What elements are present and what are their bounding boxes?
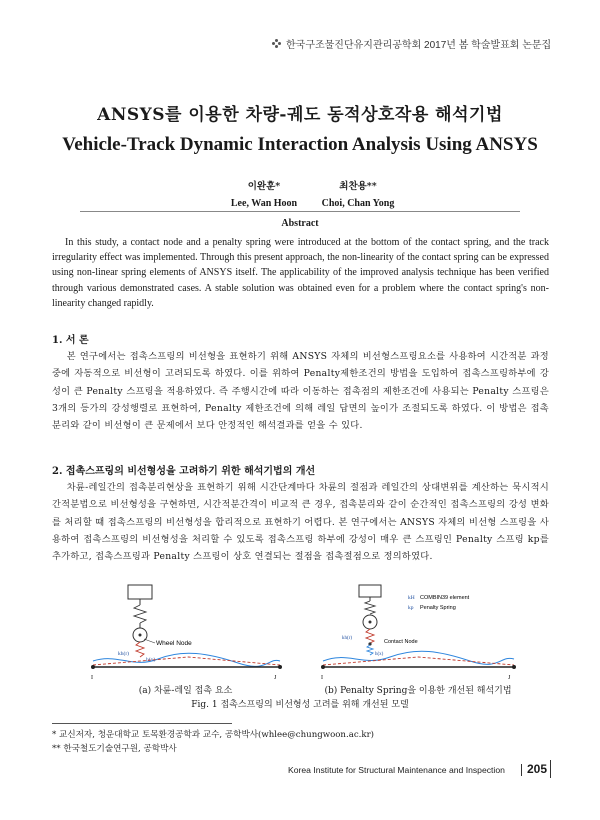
figure-b — [318, 583, 518, 681]
vehicle-mass-block — [128, 585, 152, 599]
section-2-heading: 2. 접촉스프링의 비선형성을 고려하기 위한 해석기법의 개선 — [52, 466, 316, 477]
kh-label: kH — [408, 595, 415, 601]
abstract-top-rule — [80, 211, 520, 212]
suspension-spring — [365, 601, 375, 614]
footer-bar — [550, 760, 551, 778]
title-english: Vehicle-Track Dynamic Interaction Analysis Using ANSYS — [62, 134, 538, 155]
contact-node-label: Contact Node — [384, 639, 418, 645]
running-header — [272, 36, 551, 51]
footnote-rule — [52, 723, 232, 724]
abstract-body: In this study, a contact node and a penalty spring were introduced at the bottom of the contact spring, and the track irregularity effect was implemented. Through this present approach, the non-linearity of the contact spring can be expressed using non-linear spring elements of ANSYS itself. The applicability of the improved analysis technique has been verified through various demonstrated cases. A stable solution was obtained even for a problem where the contact spring's non-linearity changed rapidly. — [52, 237, 549, 309]
author-1 — [216, 178, 312, 209]
section-1-body: 본 연구에서는 접촉스프링의 비선형을 표현하기 위해 ANSYS 자체의 비선형스프링요소를 사용하여 시간적분 과정 중에 자동적으로 비선형이 고려되도록 하였다. 이를 위하여 Penalty제한조건의 방법을 도입하여 접촉스프링하부에 강성이 큰 Penalty 스프링을 적용하였다. 즉 주행시간에 따라 이동하는 접촉점의 제한조건에 사용되는 Penalty 스프링은 3개의 등가의 강성행렬로 표현하여, Penalty 제한조건에 의해 레일 답면의 높이가 조절되도록 하였다. 이 방법은 접촉분리와 같이 비선형이 큰 문제에서 보다 안정적인 해석결과를 얻을 수 있다. — [52, 351, 549, 432]
figure-caption: Fig. 1 접촉스프링의 비선형성 고려를 위해 개선된 모델 — [191, 700, 409, 710]
footer-separator — [521, 764, 522, 776]
irregularity-label: h(x) — [146, 657, 156, 663]
author-2-english: Choi, Chan Yong — [321, 198, 395, 209]
penalty-label: Penalty Spring — [420, 605, 456, 611]
proceedings-title: 한국구조물진단유지관리공학회 2017년 봄 학술발표회 논문집 — [286, 40, 552, 51]
dotted-diamond-icon — [272, 39, 282, 49]
author-1-korean: 이완훈* — [247, 181, 281, 192]
contact-spring-label: kh(r) — [342, 636, 352, 641]
wheel-rail-contact-diagram — [88, 583, 283, 681]
title-korean: ANSYS를 이용한 차량-궤도 동적상호작용 해석기법 — [97, 105, 503, 125]
rail-deflection-line — [93, 657, 280, 665]
abstract-heading: Abstract — [281, 218, 319, 229]
section-1-heading: 1. 서 론 — [52, 335, 89, 346]
contact-spring — [366, 629, 374, 643]
contact-spring-label: kh(r) — [118, 651, 129, 657]
author-2 — [306, 178, 410, 209]
author-1-english: Lee, Wan Hoon — [230, 198, 298, 209]
contact-spring — [136, 642, 144, 657]
author-2-korean: 최찬용** — [339, 181, 377, 192]
page-number: 205 — [527, 762, 548, 776]
penalty-spring — [367, 645, 373, 655]
footnote-2: ** 한국철도기술연구원, 공학박사 — [52, 744, 177, 754]
figure-b-caption: (b) Penalty Spring을 이용한 개선된 해석기법 — [324, 686, 512, 696]
wheel-node-label: Wheel Node — [156, 640, 192, 647]
vehicle-mass-block — [359, 585, 381, 597]
kp-label: kp — [408, 605, 414, 611]
node-i-label: I — [91, 675, 93, 681]
suspension-spring — [134, 605, 146, 623]
figure-a-caption: (a) 차륜-레일 접촉 요소 — [138, 686, 233, 696]
section-2-body: 차륜-레일간의 접촉분리현상을 표현하기 위해 시간단계마다 차륜의 절점과 레일간의 상대변위를 계산하는 묵시적시간적분법으로 비선형성을 구현하면, 시간적분간격이 비교적 큰 경우, 접촉분리와 같이 순간적인 접촉스프링의 강성 변화를 처리할 때 접촉스프링의 비선형성을 합리적으로 표현하기 어렵다. 본 연구에서는 ANSYS 자체의 비선형 스프링을 사용하여 접촉스프링의 비선형성을 처리할 수 있도록 접촉스프링 하부에 강성이 매우 큰 스프링인 Penalty 스프링 kp를 추가하고, 접촉스프링과 Penalty 스프링이 상호 연결되는 절점을 접촉절점으로 정의하였다. — [52, 482, 549, 563]
footnote-1: * 교신저자, 청운대학교 토목환경공학과 교수, 공학박사(whlee@chungwoon.ac.kr) — [52, 730, 375, 740]
combin-label: COMBIN39 element — [420, 595, 470, 601]
irregularity-label: h(x) — [375, 652, 384, 657]
node-j-label: J — [508, 675, 511, 681]
footer-institute: Korea Institute for Structural Maintenance and Inspection — [288, 765, 505, 775]
node-i-label: I — [321, 675, 323, 681]
penalty-spring-diagram — [318, 583, 518, 681]
figure-a — [88, 583, 283, 681]
node-j-label: J — [274, 675, 277, 681]
